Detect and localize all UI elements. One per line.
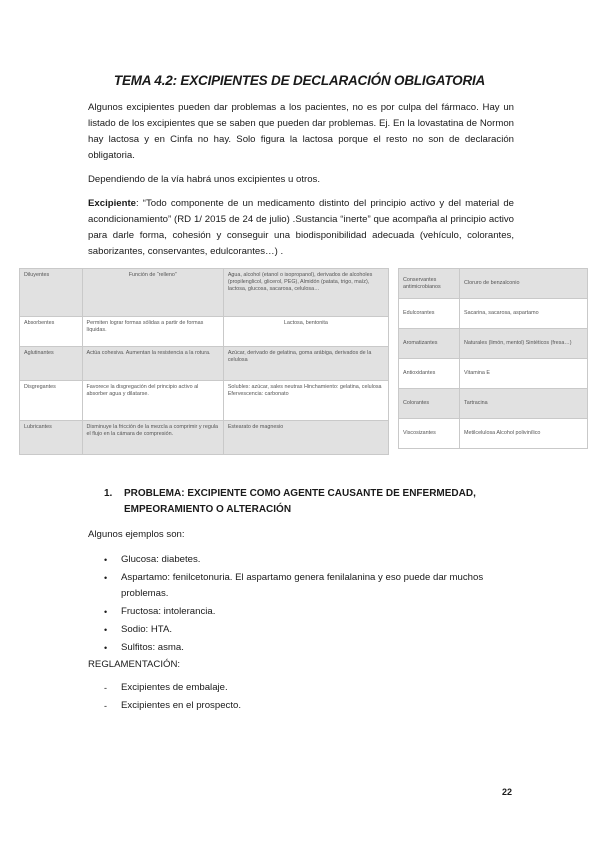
- table-cell: Antioxidantes: [399, 359, 460, 389]
- definition-paragraph: [88, 196, 514, 260]
- bullet-marker: •: [104, 555, 108, 565]
- table-row: [20, 269, 389, 317]
- definition-term: Excipiente: [88, 198, 136, 209]
- bullet-marker: •: [104, 643, 108, 653]
- table-cell: Lactosa, bentonita: [223, 317, 388, 347]
- list-item-text: Glucosa: diabetes.: [121, 554, 201, 565]
- examples-list: [104, 552, 514, 658]
- table-cell: Solubles: azúcar, sales neutras Hinchamiento: gelatina, celulosa Efervescencia: carbonato: [223, 381, 388, 421]
- table-cell: Lubricantes: [20, 421, 83, 455]
- excipient-functions-table: [19, 268, 389, 455]
- example-item: [104, 640, 514, 656]
- table-cell: Metilcelulosa Alcohol polivinílico: [460, 419, 588, 449]
- bullet-marker: -: [104, 701, 107, 711]
- table-cell: Viscosizantes: [399, 419, 460, 449]
- table-row: [20, 317, 389, 347]
- list-item-text: Aspartamo: fenilcetonuria. El aspartamo genera fenilalanina y eso puede dar muchos problemas.: [121, 572, 484, 599]
- bullet-marker: -: [104, 683, 107, 693]
- table-row: [399, 269, 588, 299]
- table-cell: Azúcar, derivado de gelatina, goma arábiga, derivados de la celulosa: [223, 347, 388, 381]
- table-cell: Conservantes antimicrobianos: [399, 269, 460, 299]
- table-cell: Aglutinantes: [20, 347, 83, 381]
- table-row: [399, 359, 588, 389]
- table-cell: Disgregantes: [20, 381, 83, 421]
- regulation-item: [104, 680, 514, 696]
- table-row: [399, 329, 588, 359]
- example-item: [104, 622, 514, 638]
- table-cell: Tartracina: [460, 389, 588, 419]
- table-cell: Estearato de magnesio: [223, 421, 388, 455]
- table-cell: Cloruro de benzalconio: [460, 269, 588, 299]
- examples-intro: Algunos ejemplos son:: [88, 529, 185, 540]
- table-cell: Colorantes: [399, 389, 460, 419]
- via-paragraph: Dependiendo de la vía habrá unos excipientes u otros.: [88, 174, 321, 185]
- table-cell: Edulcorantes: [399, 299, 460, 329]
- table-row: [399, 419, 588, 449]
- section-heading: PROBLEMA: EXCIPIENTE COMO AGENTE CAUSANTE DE ENFERMEDAD, EMPEORAMIENTO O ALTERACIÓN: [124, 488, 476, 515]
- table-cell: Sacarina, sacarosa, aspartamo: [460, 299, 588, 329]
- table-cell: Actúa cohesiva. Aumentan la resistencia a la rotura.: [82, 347, 223, 381]
- table-row: [20, 347, 389, 381]
- section-number: 1.: [104, 488, 113, 499]
- table-cell: Disminuye la fricción de la mezcla a comprimir y regula el flujo en la cámara de compresión.: [82, 421, 223, 455]
- table-row: [20, 421, 389, 455]
- list-item-text: Excipientes de embalaje.: [121, 682, 228, 693]
- table-cell: Vitamina E: [460, 359, 588, 389]
- table-cell: Función de “relleno”: [82, 269, 223, 317]
- example-item: [104, 552, 514, 568]
- table-row: [20, 381, 389, 421]
- page-title: TEMA 4.2: EXCIPIENTES DE DECLARACIÓN OBLIGATORIA: [113, 73, 486, 88]
- table-row: [399, 299, 588, 329]
- list-item-text: Excipientes en el prospecto.: [121, 700, 241, 711]
- bullet-marker: •: [104, 573, 108, 583]
- list-item-text: Sulfitos: asma.: [121, 642, 184, 653]
- bullet-marker: •: [104, 607, 108, 617]
- table-cell: Diluyentes: [20, 269, 83, 317]
- table-cell: Agua, alcohol (etanol o isopropanol), derivados de alcoholes (propilenglicol, glicerol, PEG), Almidón (patata, trigo, maíz), lactosa, glucosa, sacarosa, celulosa…: [223, 269, 388, 317]
- regulation-heading: REGLAMENTACIÓN:: [88, 659, 181, 670]
- list-item-text: Sodio: HTA.: [121, 624, 173, 635]
- bullet-marker: •: [104, 625, 108, 635]
- page-number: 22: [502, 787, 513, 797]
- table-cell: Favorece la disgregación del principio activo al absorber agua y dilatarse.: [82, 381, 223, 421]
- table-cell: Permiten lograr formas sólidas a partir de formas líquidas.: [82, 317, 223, 347]
- definition-text: : “Todo componente de un medicamento distinto del principio activo y del material de acondicionamiento” (RD 1/ 2015 de 24 de julio) .Sustancia “inerte” que acompaña al principio activo para darle forma, cohesión y conseguir una biodisponibilidad adecuada (vehículo, colorantes, saborizantes, conservantes, edulcorantes…) .: [88, 198, 514, 257]
- example-item: [104, 570, 514, 602]
- intro-paragraph: Algunos excipientes pueden dar problemas a los pacientes, no es por culpa del fármaco. Hay un listado de los excipientes que se saben que pueden dar problemas. Ej. En la lovastatina de Normon hay lactosa y en Cinfa no hay. Solo figura la lactosa porque el resto no son de declaración obligatoria.: [88, 102, 514, 161]
- regulation-list: [104, 680, 514, 716]
- example-item: [104, 604, 514, 620]
- list-item-text: Fructosa: intolerancia.: [121, 606, 216, 617]
- excipient-types-table: [398, 268, 588, 449]
- table-cell: Aromatizantes: [399, 329, 460, 359]
- table-row: [399, 389, 588, 419]
- regulation-item: [104, 698, 514, 714]
- table-cell: Absorbentes: [20, 317, 83, 347]
- table-cell: Naturales (limón, mentol) Sintéticos (fresa…): [460, 329, 588, 359]
